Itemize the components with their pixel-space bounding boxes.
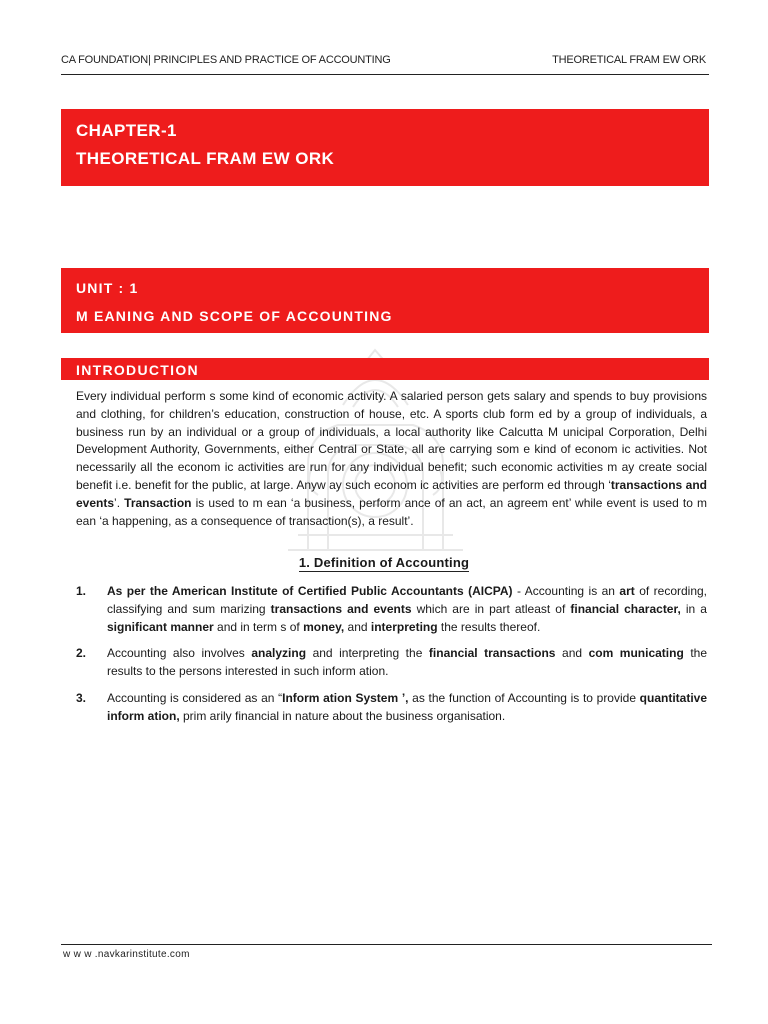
text-part: the results to the persons interested in such inform ation. (107, 646, 708, 679)
text-part: of recording, classifying and sum marizing (107, 584, 708, 616)
header-divider (61, 74, 709, 75)
bold-term: quantitative inform ation, (107, 690, 708, 723)
chapter-banner (61, 109, 709, 186)
list-item-text (107, 645, 707, 681)
list-item-number: 3. (76, 690, 87, 705)
list-item-number: 1. (76, 584, 87, 598)
list-item (76, 690, 707, 726)
definition-heading-text: 1. Definition of Accounting (298, 555, 470, 570)
bold-term: money, (303, 619, 345, 634)
definition-list (76, 583, 707, 735)
bold-term: financial character, (570, 601, 681, 616)
text-part: and in term s of (213, 619, 304, 634)
bold-term: Inform ation System ’, (282, 690, 409, 705)
definition-heading (0, 555, 768, 570)
list-item (76, 583, 707, 636)
list-item-text (107, 583, 707, 636)
list-item (76, 645, 707, 681)
chapter-number: CHAPTER-1 (76, 121, 177, 140)
text-part: in a (680, 601, 707, 616)
list-item-text (107, 690, 707, 726)
text-part: which are in part atleast of (411, 601, 571, 616)
bold-term: financial transactions (428, 646, 556, 661)
intro-bold-term: Transaction (124, 495, 192, 510)
introduction-heading: INTRODUCTION (61, 358, 709, 380)
intro-text-part: Every individual perform s some kind of economic activity. A salaried person gets salary and spends to buy provisions and clothing, for children’s education, construction of house, etc. A sports club form ed by a group of individuals, a business run by an individual or a group of individuals, a local authority like Calcutta M unicipal Corporation, Delhi Development Authority, Governments, either Central or State, all are carrying som e kind of econom ic activities. Not necessarily all the econom ic activities are run for any individual benefit; such economic activities m ay create social benefit i.e. benefit for the public, at large. Anyw ay such econom ic activities are perform ed through ‘ (76, 389, 707, 492)
bold-term: As per the American Institute of Certified Public Accountants (AICPA) (107, 584, 513, 598)
intro-bold-term: transactions and events (76, 477, 708, 510)
footer-divider (61, 944, 712, 945)
running-header (61, 54, 706, 66)
header-right-title: THEORETICAL FRAM EW ORK (552, 54, 706, 66)
bold-term: interpreting (370, 619, 438, 634)
text-part: - Accounting is an (512, 584, 620, 598)
unit-title: M EANING AND SCOPE OF ACCOUNTING (76, 308, 393, 324)
header-left-title: CA FOUNDATION| PRINCIPLES AND PRACTICE OF ACCOUNTING (61, 54, 391, 66)
unit-banner (61, 268, 709, 333)
text-part: the results thereof. (437, 619, 541, 634)
text-part: Accounting is considered as an “ (107, 690, 283, 705)
intro-text-part: is used to m ean ‘a business, perform ance of an act, an agreem ent’ while event is used to m ean ‘a happening, as a consequence of transaction(s), a result’. (76, 495, 708, 528)
text-part: and (555, 646, 589, 661)
intro-text-part: ’. (114, 495, 125, 510)
text-part: Accounting also involves (107, 646, 252, 661)
list-item-number: 2. (76, 646, 87, 661)
bold-term: art (619, 584, 635, 598)
chapter-title: THEORETICAL FRAM EW ORK (76, 149, 335, 168)
bold-term: com municating (588, 646, 684, 661)
introduction-paragraph (76, 388, 707, 530)
text-part: and interpreting the (306, 646, 429, 661)
text-part: prim arily financial in nature about the business organisation. (179, 708, 506, 723)
bold-term: significant manner (107, 619, 214, 634)
text-part: as the function of Accounting is to provide (408, 690, 640, 705)
bold-term: transactions and events (270, 601, 412, 616)
bold-term: analyzing (251, 646, 307, 661)
text-part: and (344, 619, 371, 634)
unit-number: UNIT : 1 (76, 280, 139, 296)
footer-website: w w w .navkarinstitute.com (63, 949, 190, 960)
